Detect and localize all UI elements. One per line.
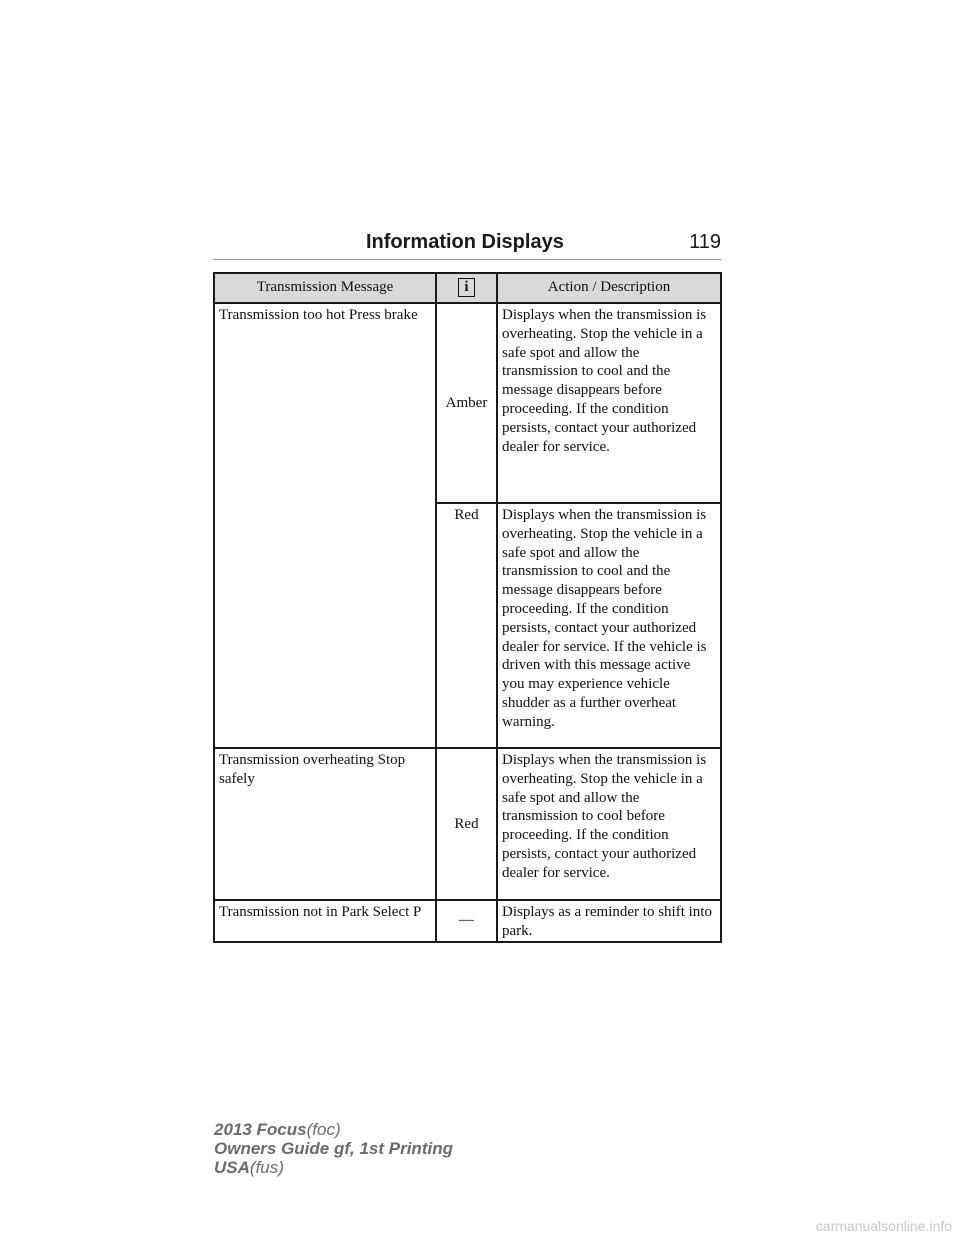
footer-market: USA (214, 1158, 250, 1177)
transmission-message-table (213, 272, 722, 943)
table-row (214, 748, 721, 900)
color-cell: Red (436, 503, 497, 748)
description-cell: Displays when the transmission is overheating. Stop the vehicle in a safe spot and allow the transmission to cool before proceeding. If the condition persists, contact your authorized dealer for service. (497, 748, 721, 900)
column-header-info (436, 273, 497, 303)
document-footer (214, 1120, 453, 1177)
footer-model-code: (foc) (306, 1120, 341, 1139)
color-cell: — (436, 900, 497, 942)
watermark[interactable]: carmanualsonline.info (815, 1218, 952, 1234)
table-header-row (214, 273, 721, 303)
page-title: Information Displays (366, 231, 564, 253)
table-row (214, 900, 721, 942)
footer-line-market (214, 1158, 453, 1177)
message-cell: Transmission too hot Press brake (214, 303, 436, 748)
color-cell: Red (436, 748, 497, 900)
footer-line-model (214, 1120, 453, 1139)
message-cell: Transmission overheating Stop safely (214, 748, 436, 900)
footer-guide: Owners Guide gf, 1st Printing (214, 1139, 453, 1158)
header-rule (213, 259, 721, 260)
info-icon: i (458, 278, 475, 297)
message-cell: Transmission not in Park Select P (214, 900, 436, 942)
color-cell: Amber (436, 303, 497, 503)
page-header (213, 226, 721, 260)
description-cell: Displays when the transmission is overheating. Stop the vehicle in a safe spot and allow the transmission to cool and the message disappears before proceeding. If the condition persists, contact your authorized dealer for service. (497, 303, 721, 503)
description-cell: Displays when the transmission is overheating. Stop the vehicle in a safe spot and allow the transmission to cool and the message disappears before proceeding. If the condition persists, contact your authorized dealer for service. If the vehicle is driven with this message active you may experience vehicle shudder as a further overheat warning. (497, 503, 721, 748)
page-number: 119 (689, 231, 721, 253)
table-row (214, 303, 721, 503)
footer-model: 2013 Focus (214, 1120, 307, 1139)
footer-market-code: (fus) (249, 1158, 284, 1177)
column-header-message: Transmission Message (214, 273, 436, 303)
footer-line-guide (214, 1139, 453, 1158)
column-header-action: Action / Description (497, 273, 721, 303)
description-cell: Displays as a reminder to shift into park. (497, 900, 721, 942)
